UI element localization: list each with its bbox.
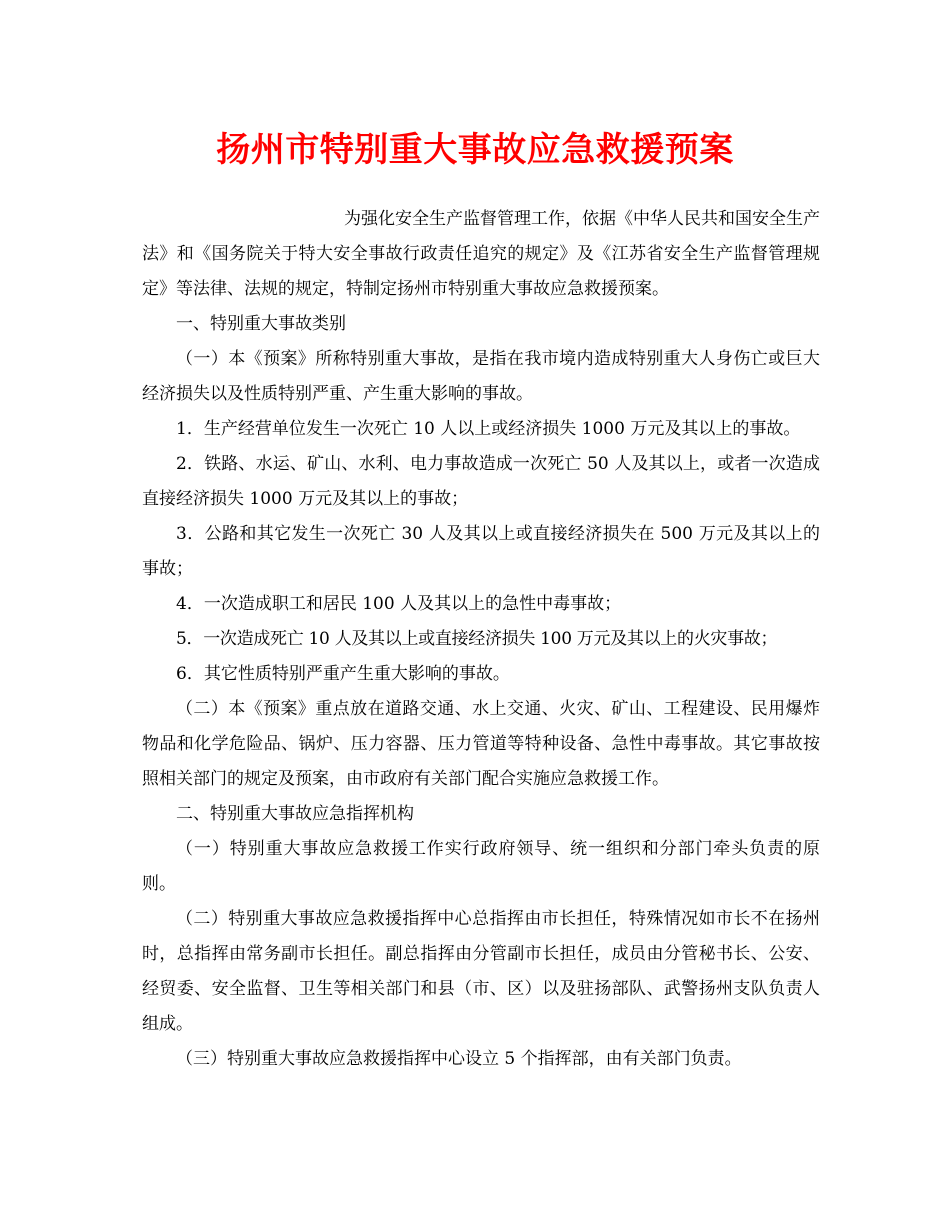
document-body: [142, 202, 820, 1077]
section-heading-1: 一、特别重大事故类别: [176, 314, 346, 334]
paragraph-definition: （一）本《预案》所称特别重大事故，是指在我市境内造成特别重大人身伤亡或巨大经济损失以及性质特别严重、产生重大影响的事故。: [142, 349, 820, 404]
paragraph-focus: （二）本《预案》重点放在道路交通、水上交通、火灾、矿山、工程建设、民用爆炸物品和化学危险品、锅炉、压力容器、压力管道等特种设备、急性中毒事故。其它事故按照相关部门的规定及预案，由市政府有关部门配合实施应急救援工作。: [142, 699, 820, 789]
paragraph-principle: （一）特别重大事故应急救援工作实行政府领导、统一组织和分部门牵头负责的原则。: [142, 839, 820, 894]
paragraph-command: （二）特别重大事故应急救援指挥中心总指挥由市长担任，特殊情况如市长不在扬州时，总指挥由常务副市长担任。副总指挥由分管副市长担任，成员由分管秘书长、公安、经贸委、安全监督、卫生等相关部门和县（市、区）以及驻扬部队、武警扬州支队负责人组成。: [142, 909, 820, 1034]
list-item-1: 1．生产经营单位发生一次死亡 10 人以上或经济损失 1000 万元及其以上的事故。: [176, 419, 801, 439]
paragraph-subcommands: （三）特别重大事故应急救援指挥中心设立 5 个指挥部，由有关部门负责。: [176, 1049, 742, 1069]
list-item-4: 4．一次造成职工和居民 100 人及其以上的急性中毒事故；: [176, 594, 622, 614]
intro-paragraph: 为强化安全生产监督管理工作，依据《中华人民共和国安全生产法》和《国务院关于特大安全事故行政责任追究的规定》及《江苏省安全生产监督管理规定》等法律、法规的规定，特制定扬州市特别重大事故应急救援预案。: [142, 209, 820, 299]
list-item-6: 6．其它性质特别严重产生重大影响的事故。: [176, 664, 510, 684]
list-item-2: 2．铁路、水运、矿山、水利、电力事故造成一次死亡 50 人及其以上，或者一次造成直接经济损失 1000 万元及其以上的事故；: [142, 454, 820, 509]
section-heading-2: 二、特别重大事故应急指挥机构: [176, 804, 414, 824]
list-item-3: 3．公路和其它发生一次死亡 30 人及其以上或直接经济损失在 500 万元及其以上的事故；: [142, 524, 820, 579]
document-title: 扬州市特别重大事故应急救援预案: [216, 130, 734, 170]
list-item-5: 5．一次造成死亡 10 人及其以上或直接经济损失 100 万元及其以上的火灾事故；: [176, 629, 778, 649]
